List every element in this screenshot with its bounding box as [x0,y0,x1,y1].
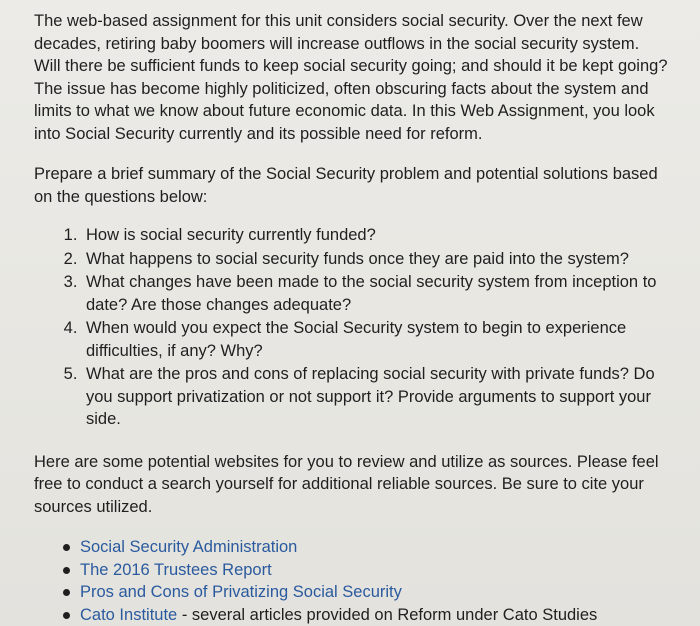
prompt-paragraph: Prepare a brief summary of the Social Security problem and potential solutions based on the questions below: [34,165,658,206]
source-item [80,581,670,604]
bullet-icon [63,544,70,551]
question-item: 4. When would you expect the Social Security system to begin to experience difficulties, if any? Why? [82,317,670,362]
question-item: 1. How is social security currently funded? [82,224,670,247]
source-link-cato[interactable]: Cato Institute [80,605,178,624]
question-item: 5. What are the pros and cons of replacing social security with private funds? Do you support privatization or not support it? Provide arguments to support your side. [82,363,670,431]
source-link-pros-cons[interactable]: Pros and Cons of Privatizing Social Security [80,583,402,601]
intro-paragraph: The web-based assignment for this unit considers social security. Over the next few decades, retiring baby boomers will increase outflows in the social security system. Will there be sufficient funds to keep social security going; and should it be kept going? The issue has become highly politicized, often obscuring facts about the system and limits to what we know about future economic data. In this Web Assignment, you look into Social Security currently and its possible need for reform. [34,12,668,143]
bullet-icon [63,567,70,574]
source-item [80,604,670,626]
sources-list [34,536,670,626]
question-item: 2. What happens to social security funds once they are paid into the system? [82,248,670,271]
questions-list [34,224,670,431]
source-item [80,536,670,559]
bullet-icon [63,589,70,596]
source-item [80,559,670,582]
source-link-trustees-report[interactable]: The 2016 Trustees Report [80,560,272,579]
source-note: - several articles provided on Reform under Cato Studies [177,605,598,624]
question-item: 3. What changes have been made to the social security system from inception to date? Are those changes adequate? [82,271,670,316]
bullet-icon [63,612,70,619]
source-link-ssa[interactable]: Social Security Administration [80,538,298,556]
sources-paragraph: Here are some potential websites for you to review and utilize as sources. Please feel free to conduct a search yourself for additional reliable sources. Be sure to cite your sources utilized. [34,452,659,516]
